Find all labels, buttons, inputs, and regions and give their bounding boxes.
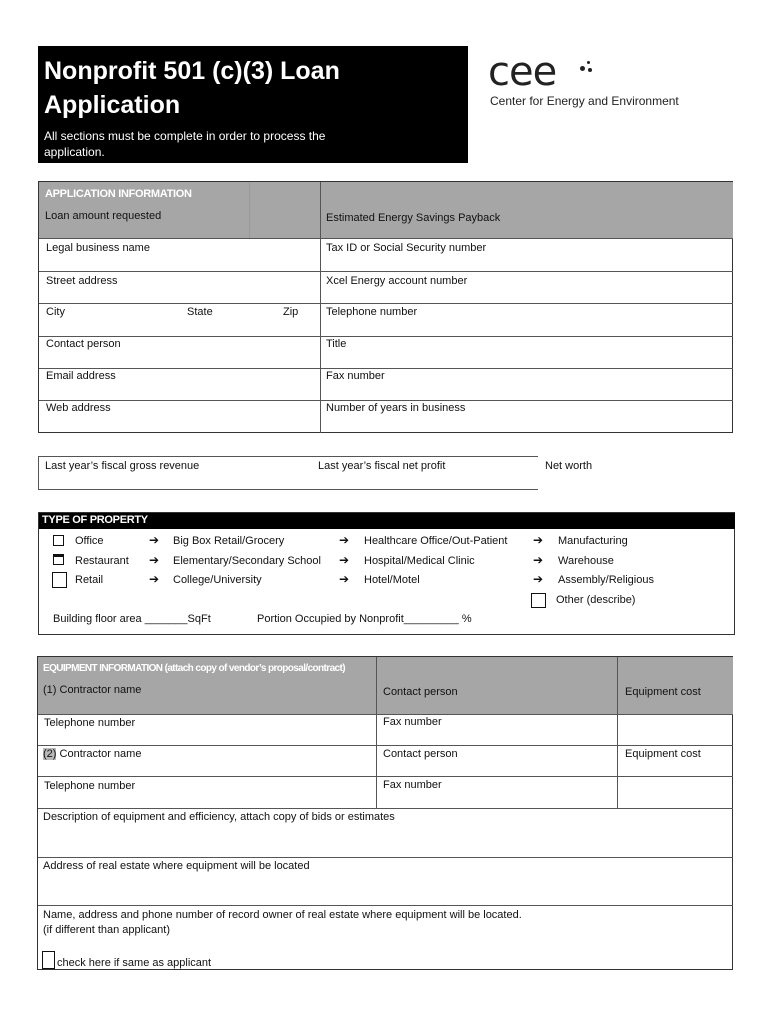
contractor2-fax-field[interactable]: Fax number <box>383 779 442 791</box>
arrow-bullet-icon: ➔ <box>533 553 544 567</box>
email-field[interactable]: Email address <box>46 370 116 382</box>
contractor2-name-field[interactable] <box>43 747 141 761</box>
payback-field[interactable]: Estimated Energy Savings Payback <box>326 212 501 224</box>
college-option[interactable]: College/University <box>173 574 262 586</box>
equip-row-line <box>38 808 733 809</box>
healthcare-option[interactable]: Healthcare Office/Out-Patient <box>364 535 508 547</box>
restaurant-label: Restaurant <box>75 555 129 567</box>
owner-info-field[interactable]: Name, address and phone number of record owner of real estate where equipment will be located. <box>43 909 522 921</box>
page-subtitle: All sections must be complete in order to process the application. <box>44 129 326 159</box>
fax-field[interactable]: Fax number <box>326 370 385 382</box>
logo-word: cee <box>488 49 557 95</box>
contractor1-fax-field[interactable]: Fax number <box>383 716 442 728</box>
application-info-table <box>38 181 733 433</box>
other-label: Other (describe) <box>556 594 636 606</box>
hotel-option[interactable]: Hotel/Motel <box>364 574 420 586</box>
equipment-heading: EQUIPMENT INFORMATION (attach copy of vendor’s proposal/contract) <box>43 663 345 674</box>
years-in-business-field[interactable]: Number of years in business <box>326 402 466 414</box>
arrow-bullet-icon: ➔ <box>339 572 350 586</box>
equip-col-line <box>617 657 618 808</box>
row-line <box>39 271 733 272</box>
same-as-applicant-checkbox[interactable] <box>42 951 55 969</box>
floor-area-field[interactable]: Building floor area _______SqFt <box>53 613 211 625</box>
title-field[interactable]: Title <box>326 338 347 350</box>
contractor1-phone-field[interactable]: Telephone number <box>44 717 136 729</box>
arrow-bullet-icon: ➔ <box>149 533 160 547</box>
gross-revenue-field[interactable]: Last year’s fiscal gross revenue <box>45 460 200 472</box>
row-line <box>39 336 733 337</box>
arrow-bullet-icon: ➔ <box>149 553 160 567</box>
same-as-applicant-label: check here if same as applicant <box>57 957 212 969</box>
arrow-bullet-icon: ➔ <box>339 533 350 547</box>
property-heading: TYPE OF PROPERTY <box>42 514 148 526</box>
real-estate-address-field[interactable]: Address of real estate where equipment will be located <box>43 860 310 872</box>
contractor2-contact-field[interactable]: Contact person <box>383 748 458 760</box>
state-field[interactable]: State <box>187 306 213 318</box>
net-profit-field[interactable]: Last year’s fiscal net profit <box>318 460 446 472</box>
contact-person-field[interactable]: Contact person <box>46 338 121 350</box>
legal-name-field[interactable]: Legal business name <box>46 242 150 254</box>
restaurant-checkbox[interactable] <box>53 554 64 565</box>
header-shade-right <box>321 182 733 238</box>
school-option[interactable]: Elementary/Secondary School <box>173 555 321 567</box>
zip-field[interactable]: Zip <box>283 306 299 318</box>
arrow-bullet-icon: ➔ <box>149 572 160 586</box>
equip-row-line <box>38 745 733 746</box>
contractor2-name-label: Contractor name <box>56 748 142 760</box>
portion-occupied-field[interactable]: Portion Occupied by Nonprofit_________ % <box>257 613 472 625</box>
page-title: Nonprofit 501 (c)(3) Loan Application <box>44 57 340 119</box>
manufacturing-option[interactable]: Manufacturing <box>558 535 628 547</box>
financial-left-line <box>38 456 39 490</box>
logo-subtitle: Center for Energy and Environment <box>490 94 679 108</box>
logo-dots-icon <box>578 60 596 74</box>
contractor1-name-field[interactable]: (1) Contractor name <box>43 684 142 696</box>
owner-note: (if different than applicant) <box>43 924 170 936</box>
arrow-bullet-icon: ➔ <box>339 553 350 567</box>
equip-row-line <box>38 857 733 858</box>
cee-logo <box>488 49 688 116</box>
other-checkbox[interactable] <box>531 593 546 608</box>
net-worth-field[interactable]: Net worth <box>545 460 593 472</box>
equip-col-line <box>376 657 377 808</box>
row-line <box>39 238 733 239</box>
warehouse-option[interactable]: Warehouse <box>558 555 614 567</box>
xcel-account-field[interactable]: Xcel Energy account number <box>326 275 468 287</box>
loan-amount-field[interactable]: Loan amount requested <box>45 210 162 222</box>
arrow-bullet-icon: ➔ <box>533 572 544 586</box>
column-divider <box>320 182 321 433</box>
retail-label: Retail <box>75 574 104 586</box>
telephone-field[interactable]: Telephone number <box>326 306 418 318</box>
bigbox-option[interactable]: Big Box Retail/Grocery <box>173 535 285 547</box>
contractor2-phone-field[interactable]: Telephone number <box>44 780 136 792</box>
contractor1-contact-field[interactable]: Contact person <box>383 686 458 698</box>
street-field[interactable]: Street address <box>46 275 118 287</box>
shade-divider <box>249 182 250 238</box>
office-checkbox[interactable] <box>53 535 64 546</box>
row-line <box>39 368 733 369</box>
office-label: Office <box>75 535 104 547</box>
city-field[interactable]: City <box>46 306 65 318</box>
title-banner <box>38 46 468 163</box>
property-type-table <box>38 512 735 635</box>
section-heading: APPLICATION INFORMATION <box>45 188 192 200</box>
retail-checkbox[interactable] <box>52 572 67 588</box>
hospital-option[interactable]: Hospital/Medical Clinic <box>364 555 475 567</box>
tax-id-field[interactable]: Tax ID or Social Security number <box>326 242 487 254</box>
contractor1-cost-field[interactable]: Equipment cost <box>625 686 701 698</box>
financial-bottom-line <box>38 489 538 490</box>
equipment-info-table <box>37 656 733 970</box>
row-line <box>39 303 733 304</box>
equip-row-line <box>38 905 733 906</box>
arrow-bullet-icon: ➔ <box>533 533 544 547</box>
equip-row-line <box>38 776 733 777</box>
web-address-field[interactable]: Web address <box>46 402 111 414</box>
financial-top-line <box>38 456 538 457</box>
contractor2-number: (2) <box>43 748 57 760</box>
equipment-description-field[interactable]: Description of equipment and efficiency, attach copy of bids or estimates <box>43 811 395 823</box>
assembly-option[interactable]: Assembly/Religious <box>558 574 654 586</box>
contractor2-cost-field[interactable]: Equipment cost <box>625 748 701 760</box>
